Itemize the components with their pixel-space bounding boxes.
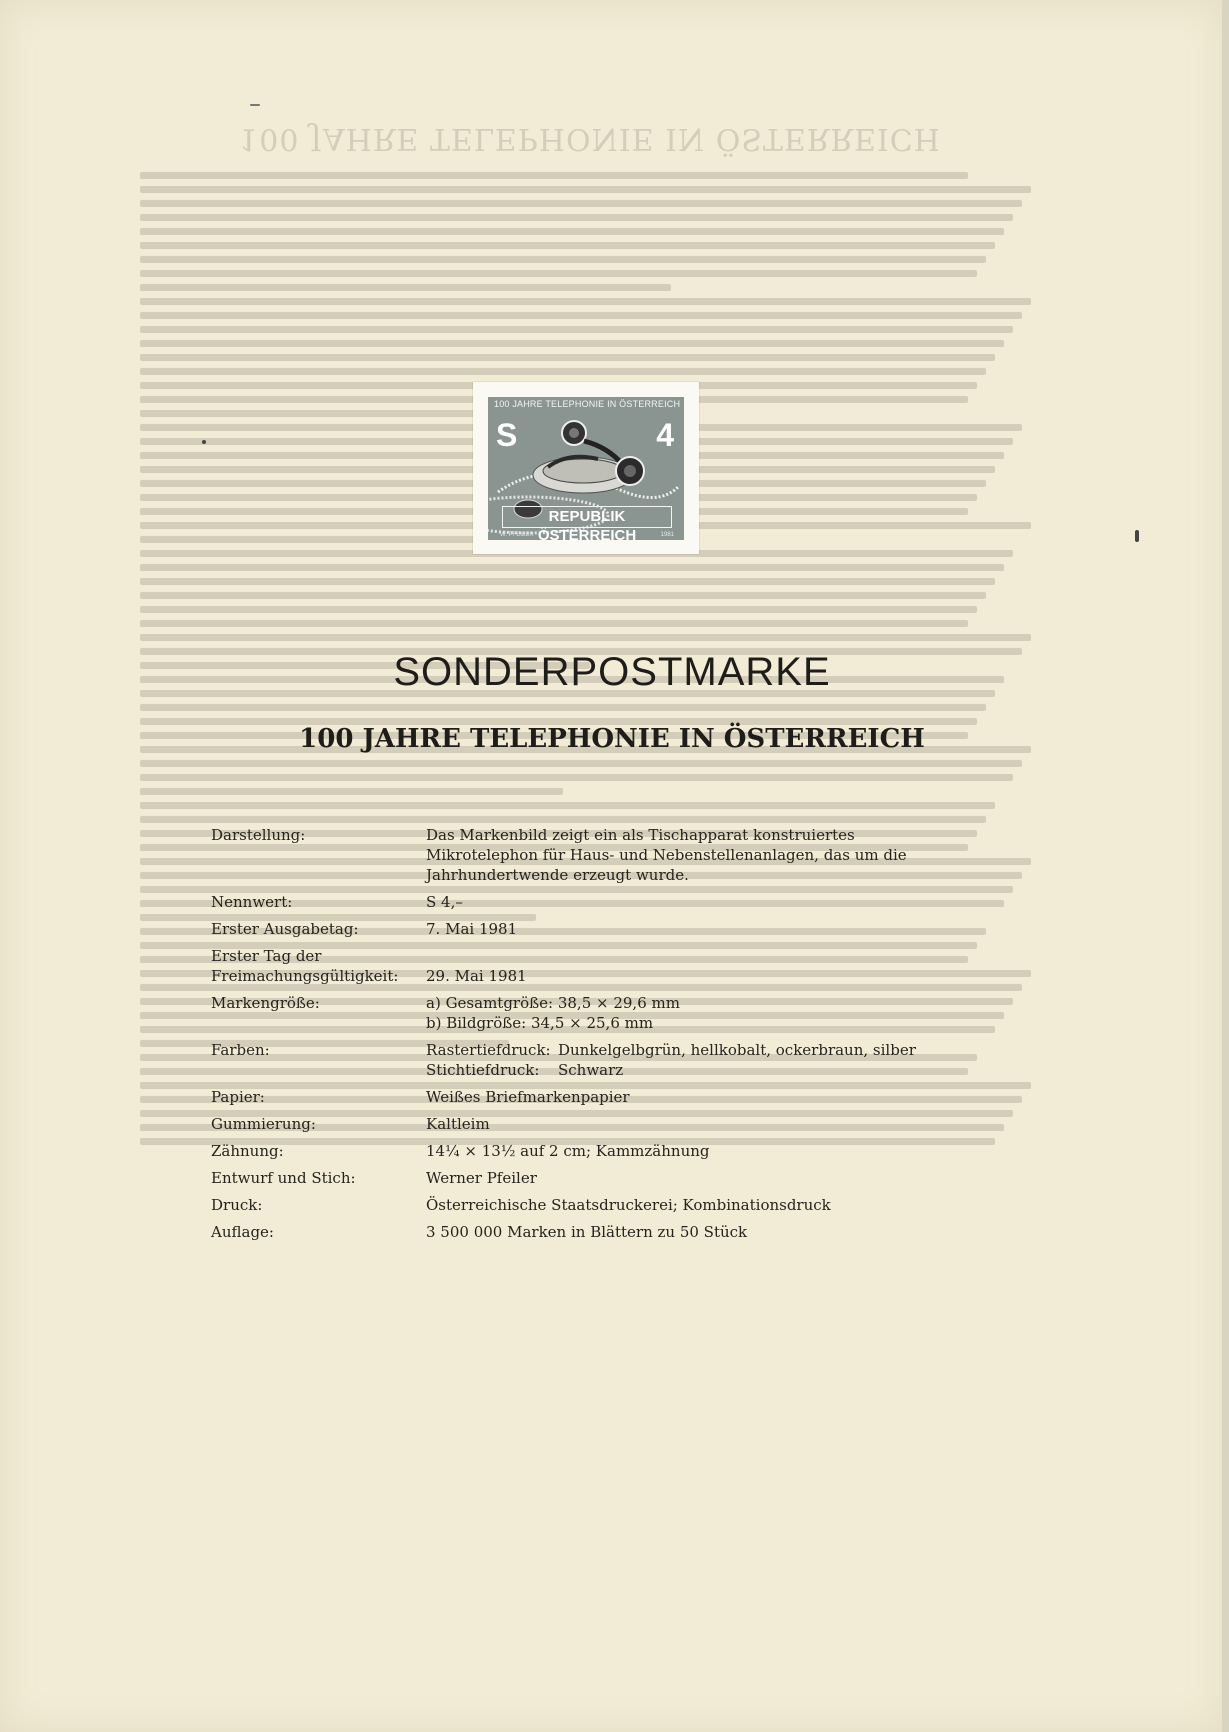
stamp-country: REPUBLIK ÖSTERREICH bbox=[502, 506, 672, 528]
spec-value bbox=[426, 993, 971, 1033]
stamp-image bbox=[473, 382, 699, 554]
spec-label: Entwurf und Stich: bbox=[211, 1169, 356, 1187]
ghost-line bbox=[140, 200, 1022, 207]
spec-row-druck bbox=[211, 1195, 971, 1215]
spec-row-entwurf bbox=[211, 1168, 971, 1188]
stamp-currency: S bbox=[496, 417, 518, 453]
spec-value-line: b) Bildgröße: 34,5 × 25,6 mm bbox=[426, 1014, 654, 1032]
ghost-line bbox=[140, 354, 995, 361]
ghost-line bbox=[140, 326, 1013, 333]
stamp-designer: W. PFEILER bbox=[500, 532, 534, 538]
speck-mark bbox=[1135, 530, 1139, 542]
print-method: Stichtiefdruck: bbox=[426, 1061, 540, 1079]
spec-value: 29. Mai 1981 bbox=[426, 967, 527, 985]
spec-label: Markengröße: bbox=[211, 994, 320, 1012]
spec-value: 7. Mai 1981 bbox=[426, 920, 518, 938]
spec-value: Weißes Briefmarkenpapier bbox=[426, 1088, 630, 1106]
page-subtitle: 100 JAHRE TELEPHONIE IN ÖSTERREICH bbox=[299, 724, 925, 754]
ghost-line bbox=[140, 620, 968, 627]
spec-label bbox=[211, 946, 426, 986]
spec-value: 3 500 000 Marken in Blättern zu 50 Stück bbox=[426, 1223, 748, 1241]
spec-label: Farben: bbox=[211, 1041, 270, 1059]
spec-value: Das Markenbild zeigt ein als Tischapparat konstruiertes Mikrotelephon für Haus- und Nebenstellenanlagen, das um die Jahrhundertwende erzeugt wurde. bbox=[426, 826, 907, 884]
ghost-line bbox=[140, 816, 986, 823]
ghost-line bbox=[140, 774, 1013, 781]
spec-row-nennwert bbox=[211, 892, 971, 912]
ghost-line bbox=[140, 270, 977, 277]
spec-row-papier bbox=[211, 1087, 971, 1107]
ghost-line bbox=[140, 606, 977, 613]
ghost-heading: 100 JAHRE TELEPHONIE IN ÖSTERREICH bbox=[239, 121, 941, 156]
spec-value: Österreichische Staatsdruckerei; Kombinationsdruck bbox=[426, 1196, 831, 1214]
spec-value: Werner Pfeiler bbox=[426, 1169, 537, 1187]
stamp-year: 1981 bbox=[660, 532, 674, 538]
speck-mark bbox=[250, 104, 260, 106]
ghost-line bbox=[140, 172, 968, 179]
ghost-line bbox=[140, 256, 986, 263]
spec-value: S 4,– bbox=[426, 893, 463, 911]
ghost-line bbox=[140, 242, 995, 249]
spec-value: 14¼ × 13½ auf 2 cm; Kammzähnung bbox=[426, 1142, 710, 1160]
spec-label-line: Freimachungsgültigkeit: bbox=[211, 967, 399, 985]
spec-value-line bbox=[426, 1060, 971, 1080]
print-colors: Dunkelgelbgrün, hellkobalt, ockerbraun, silber bbox=[558, 1041, 916, 1059]
ghost-line bbox=[140, 802, 995, 809]
spec-row-markengroesse bbox=[211, 993, 971, 1033]
stamp-value: 4 bbox=[656, 417, 674, 453]
spec-value-line bbox=[426, 1040, 971, 1060]
ghost-line bbox=[140, 298, 1031, 305]
specification-list bbox=[211, 825, 971, 1249]
spec-label: Auflage: bbox=[211, 1223, 274, 1241]
print-colors: Schwarz bbox=[558, 1061, 624, 1079]
ghost-line bbox=[140, 592, 986, 599]
spec-row-farben bbox=[211, 1040, 971, 1080]
spec-row-ausgabetag bbox=[211, 919, 971, 939]
spec-label: Druck: bbox=[211, 1196, 263, 1214]
ghost-line bbox=[140, 340, 1004, 347]
spec-label: Papier: bbox=[211, 1088, 265, 1106]
spec-label-line: Erster Tag der bbox=[211, 947, 322, 965]
ghost-line bbox=[140, 760, 1022, 767]
spec-value bbox=[426, 1040, 971, 1080]
spec-label: Darstellung: bbox=[211, 826, 306, 844]
spec-label: Nennwert: bbox=[211, 893, 293, 911]
spec-row-gummierung bbox=[211, 1114, 971, 1134]
stamp-caption: 100 JAHRE TELEPHONIE IN ÖSTERREICH bbox=[494, 399, 681, 409]
spec-row-gueltigkeit bbox=[211, 946, 971, 986]
spec-value: Kaltleim bbox=[426, 1115, 490, 1133]
print-method: Rastertiefdruck: bbox=[426, 1041, 551, 1059]
ghost-line bbox=[140, 564, 1004, 571]
speck-mark bbox=[202, 440, 206, 444]
ghost-line bbox=[140, 186, 1031, 193]
spec-label: Zähnung: bbox=[211, 1142, 284, 1160]
stamp-design bbox=[488, 397, 684, 540]
spec-row-auflage bbox=[211, 1222, 971, 1242]
spec-label: Erster Ausgabetag: bbox=[211, 920, 359, 938]
page-edge bbox=[1222, 0, 1229, 1732]
ghost-line bbox=[140, 312, 1022, 319]
ghost-line bbox=[140, 228, 1004, 235]
spec-row-darstellung bbox=[211, 825, 971, 885]
ghost-line bbox=[140, 214, 1013, 221]
page-title: SONDERPOSTMARKE bbox=[393, 650, 831, 694]
spec-label: Gummierung: bbox=[211, 1115, 316, 1133]
ghost-line bbox=[140, 634, 1031, 641]
ghost-line bbox=[140, 368, 986, 375]
ghost-line bbox=[140, 578, 995, 585]
ghost-line bbox=[140, 284, 671, 291]
spec-value-line: a) Gesamtgröße: 38,5 × 29,6 mm bbox=[426, 994, 680, 1012]
ghost-line bbox=[140, 704, 986, 711]
ghost-line bbox=[140, 788, 563, 795]
spec-row-zaehnung bbox=[211, 1141, 971, 1161]
